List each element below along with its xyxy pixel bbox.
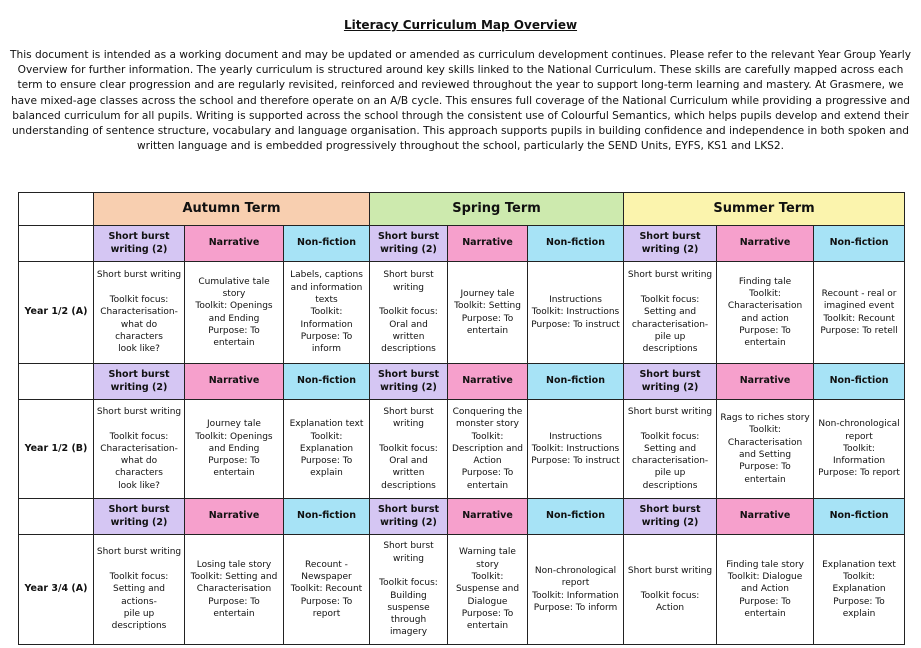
cell-line: writing	[392, 553, 424, 564]
non-fiction-header: Non-fiction	[814, 499, 905, 535]
curriculum-cell	[284, 262, 370, 364]
non-fiction-header: Non-fiction	[528, 499, 624, 535]
narrative-header: Narrative	[717, 364, 814, 400]
curriculum-cell	[370, 400, 448, 499]
narrative-header: Narrative	[448, 226, 528, 262]
autumn-term-header: Autumn Term	[94, 193, 370, 226]
cell-line: Purpose: To	[833, 596, 885, 607]
intro-paragraph: This document is intended as a working document and may be updated or amended as curriculum development continues. Please refer to the relevant Year Group Yearly Overview for further information. The yearly curriculum is structured around key skills linked to the National Curriculum. These skills are carefully mapped across each term to ensure clear progression and are regularly revisited, reinforced and reviewed throughout the year to support long-term learning and mastery. At Grasmere, we have mixed-age classes across the school and therefore operate on an A/B cycle. This ensures full coverage of the National Curriculum while providing a progressive and balanced curriculum for all pupils. Writing is supported across the school through the consistent use of Colourful Semantics, which helps pupils develop and extend their understanding of sentence structure, vocabulary and language organisation. This approach supports pupils in building confidence and independence in both spoken and written language and is embedded progressively throughout the school, particularly the SEND Units, EYFS, KS1 and LKS2.	[10, 49, 911, 153]
non-fiction-header: Non-fiction	[528, 226, 624, 262]
non-fiction-header: Non-fiction	[284, 364, 370, 400]
cell-line: Short burst	[383, 270, 434, 281]
cell-line: Description and	[451, 443, 524, 454]
cell-line: monster story	[455, 419, 520, 430]
blank-header-cell	[19, 499, 94, 535]
curriculum-cell	[814, 535, 905, 645]
cell-line: Recount -	[305, 559, 348, 570]
cell-line: writing	[392, 419, 424, 430]
cell-line: pile up descriptions	[642, 468, 698, 491]
cell-line: Recount - real or	[821, 288, 897, 299]
short-burst-header: Short burst writing (2)	[94, 226, 185, 262]
cell-line: Toolkit focus:	[109, 431, 169, 442]
cell-line: Toolkit: Openings	[195, 431, 273, 442]
curriculum-cell	[717, 535, 814, 645]
curriculum-cell	[448, 535, 528, 645]
cell-line: entertain	[466, 325, 509, 336]
cell-line: Short burst writing	[627, 406, 713, 417]
cell-line: and action	[741, 313, 789, 324]
cell-line: Explanation text	[822, 559, 896, 570]
cell-line: Short burst	[383, 406, 434, 417]
cell-line: characterisation-	[631, 319, 709, 330]
cell-line: characterisation-	[631, 456, 709, 467]
cell-line: Dialogue	[467, 596, 508, 607]
curriculum-cell	[370, 262, 448, 364]
cell-line: Setting and	[644, 307, 697, 318]
curriculum-cell	[624, 535, 717, 645]
short-burst-header: Short burst writing (2)	[624, 499, 717, 535]
cell-line: Non-chronological	[818, 419, 900, 430]
cell-line: Warning tale	[459, 547, 516, 558]
cell-line: Purpose: To	[208, 456, 260, 467]
cell-line: Short burst writing	[627, 270, 713, 281]
cell-line: entertain	[744, 338, 786, 349]
cell-line: Characterisation-	[100, 307, 178, 318]
cell-line: explain	[310, 468, 343, 479]
cell-line: Toolkit:	[471, 572, 504, 583]
cell-line: Purpose: To inform	[533, 602, 618, 613]
cell-line: Information	[300, 319, 353, 330]
curriculum-cell	[185, 400, 284, 499]
cell-line: Toolkit focus:	[109, 572, 169, 583]
cell-line: entertain	[213, 468, 255, 479]
cell-line: Explanation	[832, 584, 886, 595]
narrative-header: Narrative	[717, 226, 814, 262]
spring-term-header: Spring Term	[370, 193, 624, 226]
year-label: Year 1/2 (A)	[19, 262, 94, 364]
cell-line: entertain	[213, 608, 255, 619]
cell-line: entertain	[744, 608, 786, 619]
narrative-header: Narrative	[185, 364, 284, 400]
cell-line: Suspense and	[455, 584, 520, 595]
curriculum-cell	[624, 262, 717, 364]
cell-line: descriptions	[381, 480, 436, 491]
cell-line: Toolkit focus: Action	[640, 590, 700, 613]
cell-line: Purpose: To	[300, 331, 353, 342]
cell-line: Short burst writing	[96, 406, 182, 417]
cell-line	[372, 294, 445, 306]
cell-line: inform	[311, 344, 342, 355]
cell-line: and Ending	[208, 313, 260, 324]
cell-line: and Setting	[739, 450, 792, 460]
cell-line: Conquering the	[452, 406, 523, 417]
cell-line	[372, 565, 445, 577]
cell-line: Cumulative tale	[198, 276, 270, 287]
cell-line: Toolkit:	[843, 443, 875, 454]
cell-line: Building	[390, 590, 427, 601]
cell-line: Toolkit:	[843, 572, 875, 583]
cell-line: Toolkit: Setting and	[190, 572, 278, 583]
cell-line: look like?	[118, 344, 160, 355]
year-row	[19, 535, 905, 645]
cell-line: report	[561, 578, 590, 589]
cell-line: Toolkit focus:	[379, 443, 438, 454]
year-label: Year 3/4 (A)	[19, 535, 94, 645]
year-row	[19, 400, 905, 499]
cell-line: pile up descriptions	[642, 331, 698, 355]
year-row	[19, 262, 905, 364]
curriculum-cell	[528, 535, 624, 645]
cell-line: Toolkit focus:	[379, 578, 438, 589]
curriculum-cell	[717, 262, 814, 364]
blank-header-cell	[19, 364, 94, 400]
short-burst-header: Short burst writing (2)	[370, 364, 448, 400]
category-header-row	[19, 364, 905, 400]
corner-cell	[19, 193, 94, 226]
cell-line: Purpose: To	[739, 325, 791, 336]
cell-line: Toolkit:	[310, 307, 343, 318]
short-burst-header: Short burst writing (2)	[370, 226, 448, 262]
cell-line	[96, 282, 182, 294]
cell-line: Toolkit: Information	[532, 590, 619, 601]
cell-line: Rags to riches story	[720, 413, 810, 424]
curriculum-table	[18, 192, 905, 645]
cell-line: Characterisation	[727, 301, 803, 312]
cell-line: texts	[315, 295, 338, 306]
cell-line: Toolkit: Instructions	[531, 443, 620, 454]
category-header-row	[19, 226, 905, 262]
narrative-header: Narrative	[717, 499, 814, 535]
page-title: Literacy Curriculum Map Overview	[343, 18, 578, 32]
cell-line	[626, 282, 714, 294]
cell-line: Characterisation	[727, 437, 803, 448]
cell-line: Purpose: To	[461, 608, 514, 619]
cell-line: report	[312, 608, 341, 619]
cell-line: Purpose: To instruct	[531, 456, 620, 467]
narrative-header: Narrative	[185, 226, 284, 262]
cell-line: Setting and actions-	[112, 584, 166, 607]
narrative-header: Narrative	[185, 499, 284, 535]
cell-line: and information	[290, 282, 363, 293]
curriculum-cell	[94, 400, 185, 499]
cell-line	[626, 577, 714, 589]
cell-line: Short burst writing	[627, 565, 713, 576]
cell-line: Short burst writing	[96, 270, 182, 281]
cell-line	[96, 559, 182, 571]
short-burst-header: Short burst writing (2)	[624, 364, 717, 400]
cell-line: Toolkit: Instructions	[531, 307, 620, 318]
blank-header-cell	[19, 226, 94, 262]
cell-line: Purpose: To retell	[820, 325, 898, 336]
narrative-header: Narrative	[448, 364, 528, 400]
cell-line: Short burst writing	[96, 547, 182, 558]
cell-line: Toolkit: Recount	[823, 313, 895, 324]
curriculum-cell	[814, 262, 905, 364]
curriculum-cell	[448, 400, 528, 499]
cell-line: Oral and written	[389, 456, 428, 479]
cell-line: what do characters	[115, 319, 163, 342]
cell-line: Labels, captions	[290, 270, 363, 281]
cell-line	[626, 418, 714, 430]
cell-line: Toolkit: Dialogue	[727, 572, 803, 583]
non-fiction-header: Non-fiction	[814, 226, 905, 262]
cell-line: descriptions	[381, 344, 436, 355]
cell-line: Toolkit focus:	[109, 295, 169, 306]
non-fiction-header: Non-fiction	[284, 499, 370, 535]
cell-line: story	[476, 559, 499, 570]
cell-line: Toolkit focus:	[640, 431, 700, 442]
cell-line: what do characters	[115, 456, 163, 479]
curriculum-cell	[185, 535, 284, 645]
cell-line: Toolkit focus:	[640, 295, 700, 306]
cell-line: Instructions	[549, 295, 602, 306]
cell-line: explain	[842, 608, 876, 619]
curriculum-cell	[94, 535, 185, 645]
cell-line: and Ending	[208, 443, 260, 454]
curriculum-cell	[448, 262, 528, 364]
curriculum-cell	[528, 262, 624, 364]
cell-line: Purpose: To	[461, 468, 514, 479]
cell-line: Journey tale	[460, 288, 515, 299]
cell-line: Toolkit: Recount	[290, 584, 363, 595]
short-burst-header: Short burst writing (2)	[94, 499, 185, 535]
cell-line: report	[845, 431, 873, 442]
cell-line: entertain	[213, 338, 255, 349]
cell-line: Toolkit: Openings	[195, 301, 273, 312]
cell-line: Purpose: To	[208, 325, 260, 336]
cell-line: Information	[832, 456, 886, 467]
cell-line: Toolkit:	[749, 425, 781, 436]
curriculum-cell	[528, 400, 624, 499]
non-fiction-header: Non-fiction	[284, 226, 370, 262]
cell-line: Oral and written	[389, 319, 428, 342]
cell-line: Toolkit focus:	[379, 307, 438, 318]
curriculum-cell	[370, 535, 448, 645]
curriculum-cell	[94, 262, 185, 364]
cell-line	[372, 431, 445, 443]
cell-line: Explanation	[299, 443, 354, 454]
short-burst-header: Short burst writing (2)	[370, 499, 448, 535]
cell-line: Characterisation-	[100, 443, 178, 454]
cell-line: Purpose: To	[208, 596, 260, 607]
short-burst-header: Short burst writing (2)	[624, 226, 717, 262]
cell-line: entertain	[466, 480, 509, 491]
cell-line: imagined event	[823, 301, 895, 312]
category-header-row	[19, 499, 905, 535]
cell-line: Finding tale	[738, 276, 792, 287]
cell-line: through imagery	[389, 615, 428, 638]
cell-line: Losing tale story	[196, 559, 272, 570]
cell-line: Journey tale	[207, 419, 261, 430]
short-burst-header: Short burst writing (2)	[94, 364, 185, 400]
cell-line: Purpose: To	[739, 462, 791, 473]
cell-line: suspense	[387, 602, 430, 613]
cell-line: Purpose: To	[739, 596, 791, 607]
cell-line: Action	[473, 456, 502, 467]
cell-line: and Action	[741, 584, 790, 595]
curriculum-cell	[624, 400, 717, 499]
year-label: Year 1/2 (B)	[19, 400, 94, 499]
cell-line: Purpose: To instruct	[531, 319, 620, 330]
cell-line	[96, 418, 182, 430]
curriculum-cell	[717, 400, 814, 499]
cell-line: Toolkit:	[310, 431, 343, 442]
cell-line: look like?	[118, 480, 160, 491]
cell-line: Instructions	[549, 431, 602, 442]
non-fiction-header: Non-fiction	[528, 364, 624, 400]
cell-line: entertain	[466, 621, 509, 632]
cell-line: Purpose: To	[300, 596, 353, 607]
cell-line: Characterisation	[196, 584, 272, 595]
non-fiction-header: Non-fiction	[814, 364, 905, 400]
curriculum-cell	[814, 400, 905, 499]
narrative-header: Narrative	[448, 499, 528, 535]
curriculum-cell	[284, 400, 370, 499]
cell-line: Purpose: To	[461, 313, 514, 324]
cell-line: pile up descriptions	[111, 608, 167, 632]
summer-term-header: Summer Term	[624, 193, 905, 226]
cell-line: Toolkit:	[749, 288, 781, 299]
cell-line: story	[222, 288, 246, 299]
cell-line: Short burst	[383, 541, 434, 552]
curriculum-cell	[185, 262, 284, 364]
cell-line: entertain	[744, 474, 786, 485]
cell-line: Newspaper	[301, 572, 352, 583]
cell-line: Toolkit:	[471, 431, 504, 442]
cell-line: Finding tale story	[726, 559, 804, 570]
cell-line: Explanation text	[289, 419, 364, 430]
cell-line: Purpose: To	[300, 456, 353, 467]
cell-line: Setting and	[644, 443, 697, 454]
cell-line: Purpose: To report	[818, 468, 900, 479]
cell-line: Non-chronological	[534, 565, 617, 576]
cell-line: Toolkit: Setting	[454, 301, 521, 312]
cell-line: writing	[392, 282, 424, 293]
curriculum-cell	[284, 535, 370, 645]
